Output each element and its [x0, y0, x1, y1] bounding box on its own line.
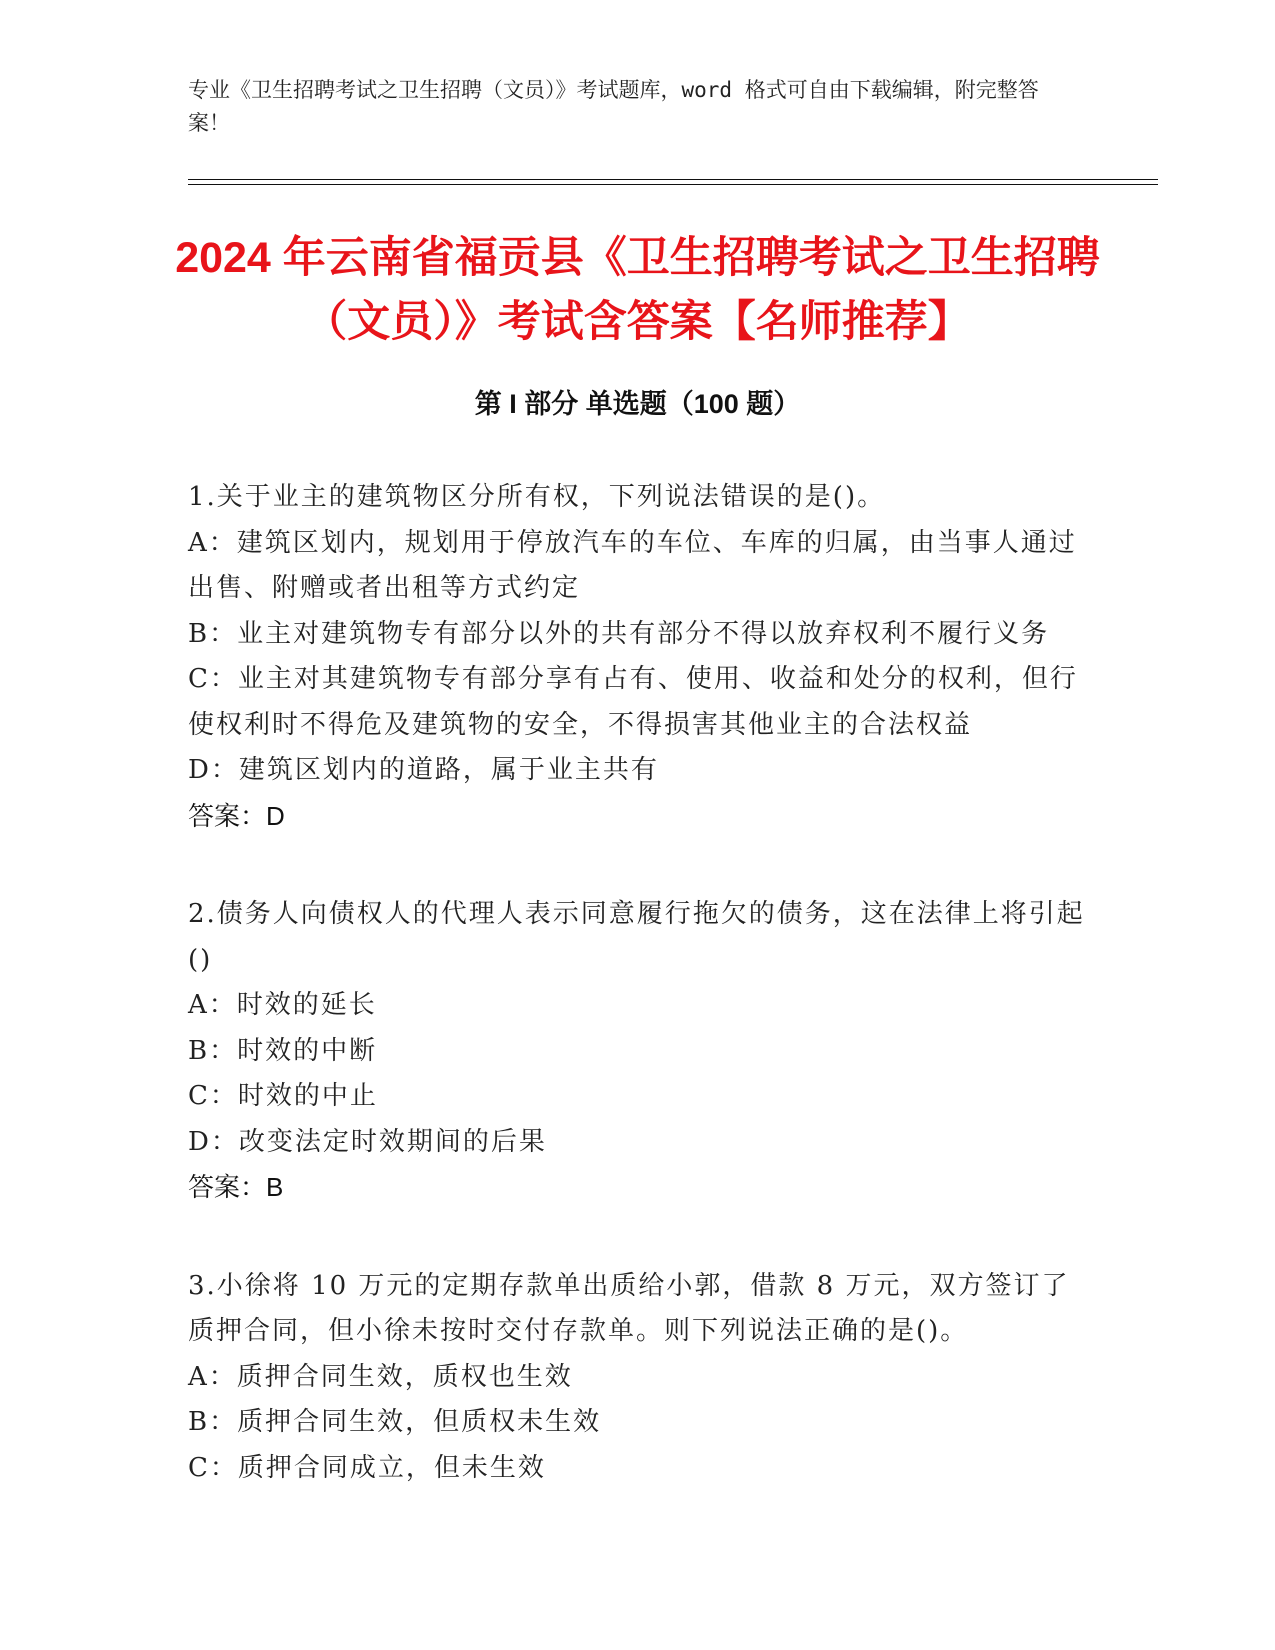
option-a: A：时效的延长 [188, 990, 377, 1020]
option-a: A：建筑区划内，规划用于停放汽车的车位、车库的归属，由当事人通过出售、附赠或者出租等方式约定 [188, 527, 1077, 603]
question-list [188, 475, 1088, 1544]
document-title: 2024 年云南省福贡县《卫生招聘考试之卫生招聘（文员）》考试含答案【名师推荐】 [175, 234, 1100, 346]
option-b: B：质押合同生效，但质权未生效 [188, 1407, 602, 1437]
answer: 答案：D [188, 800, 285, 831]
option-c: C：业主对其建筑物专有部分享有占有、使用、收益和处分的权利，但行使权利时不得危及建筑物的安全，不得损害其他业主的合法权益 [188, 664, 1078, 740]
option-a: A：质押合同生效，质权也生效 [188, 1361, 573, 1392]
option-c: C：时效的中止 [188, 1081, 378, 1111]
option-d: D：改变法定时效期间的后果 [188, 1126, 547, 1157]
header-rule-top [188, 179, 1158, 180]
question-stem: 1.关于业主的建筑物区分所有权，下列说法错误的是()。 [188, 482, 886, 512]
header-note: 专业《卫生招聘考试之卫生招聘（文员）》考试题库，word 格式可自由下载编辑，附完整答案！ [188, 78, 1039, 135]
header-rule-bottom [188, 184, 1158, 185]
question-3 [188, 1264, 1088, 1492]
question-stem: 2.债务人向债权人的代理人表示同意履行拖欠的债务，这在法律上将引起() [188, 899, 1085, 975]
section-heading: 第 I 部分 单选题（100 题） [474, 389, 801, 419]
option-d: D：建筑区划内的道路，属于业主共有 [188, 755, 659, 785]
answer: 答案：B [188, 1172, 284, 1202]
option-c: C：质押合同成立，但未生效 [188, 1452, 546, 1483]
question-1 [188, 475, 1088, 839]
option-b: B：时效的中断 [188, 1035, 378, 1066]
question-stem: 3.小徐将 10 万元的定期存款单出质给小郭，借款 8 万元，双方签订了质押合同，但小徐未按时交付存款单。则下列说法正确的是()。 [188, 1270, 1070, 1346]
question-2 [188, 892, 1088, 1211]
option-b: B：业主对建筑物专有部分以外的共有部分不得以放弃权利不履行义务 [188, 618, 1050, 649]
